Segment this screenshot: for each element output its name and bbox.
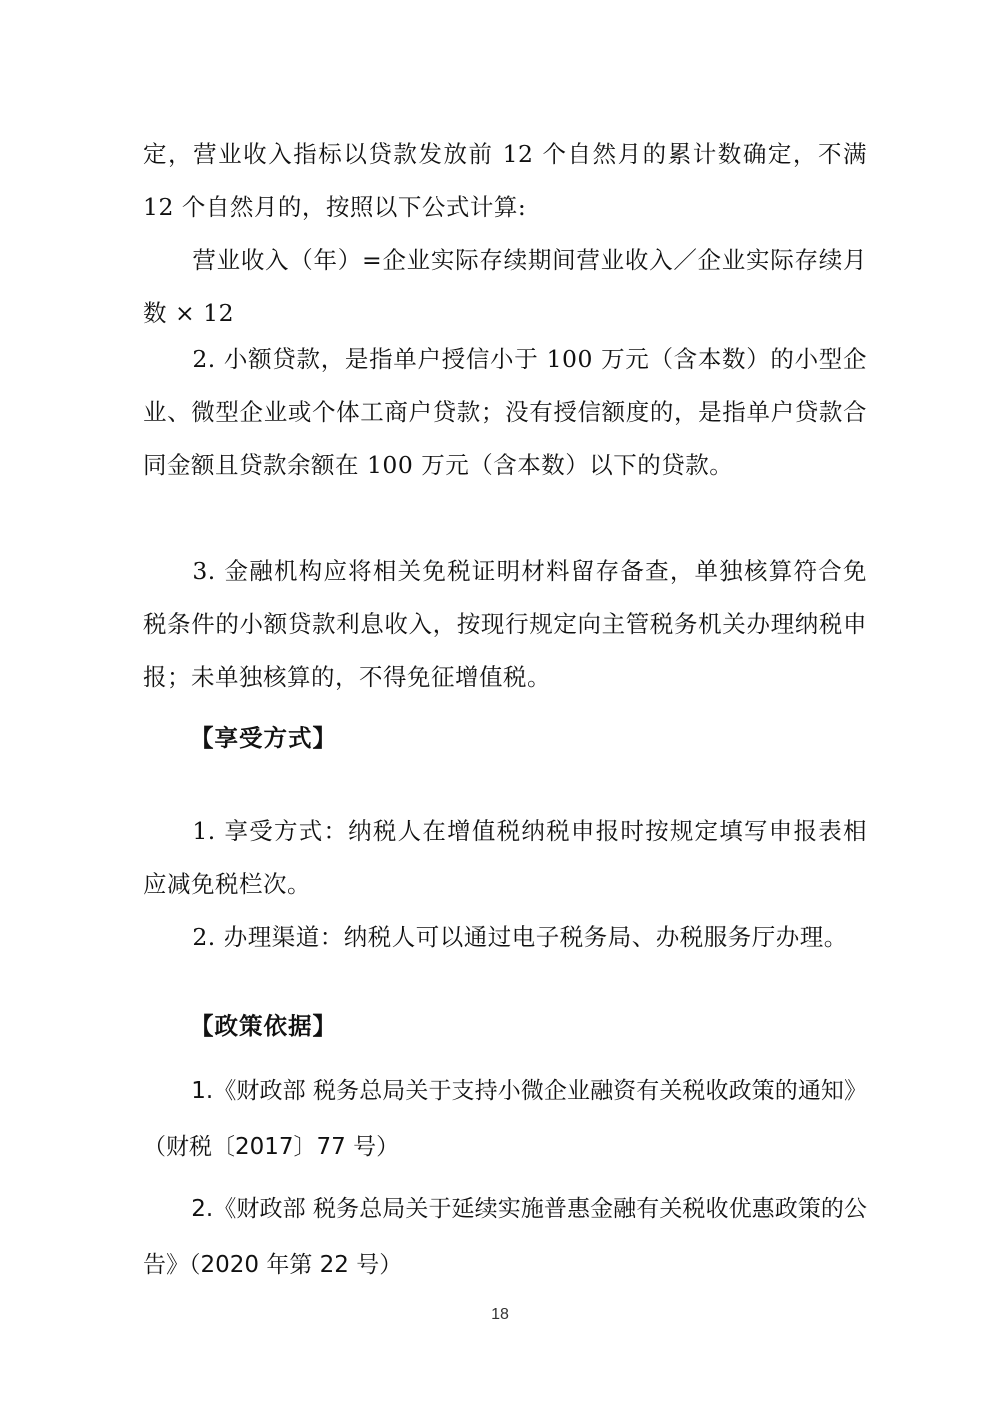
paragraph-small-loan-definition: 2. 小额贷款，是指单户授信小于 100 万元（含本数）的小型企业、微型企业或个体工商户贷款；没有授信额度的，是指单户贷款合同金额且贷款余额在 100 万元（含本数）以下的贷款。 (143, 345, 867, 479)
enjoy-method-item-1: 1. 享受方式：纳税人在增值税纳税申报时按规定填写申报表相应减免税栏次。 (143, 817, 867, 898)
section-heading-enjoy-method: 【享受方式】 (190, 724, 337, 752)
paragraph-record-keeping: 3. 金融机构应将相关免税证明材料留存备查，单独核算符合免税条件的小额贷款利息收入，按现行规定向主管税务机关办理纳税申报；未单独核算的，不得免征增值税。 (143, 557, 867, 691)
paragraph-revenue-indicator: 定，营业收入指标以贷款发放前 12 个自然月的累计数确定，不满 12 个自然月的，按照以下公式计算: (143, 140, 867, 221)
policy-basis-item-2: 2.《财政部 税务总局关于延续实施普惠金融有关税收优惠政策的公告》（2020 年第 22 号） (143, 1196, 867, 1278)
paragraph-revenue-formula: 营业收入（年）=企业实际存续期间营业收入／企业实际存续月数 × 12 (143, 246, 867, 327)
section-heading-policy-basis: 【政策依据】 (190, 1012, 337, 1040)
policy-basis-item-1: 1.《财政部 税务总局关于支持小微企业融资有关税收政策的通知》（财税〔2017〕77 号） (143, 1078, 867, 1160)
page-number: 18 (491, 1306, 509, 1323)
enjoy-method-item-2: 2. 办理渠道：纳税人可以通过电子税务局、办税服务厅办理。 (192, 923, 848, 951)
